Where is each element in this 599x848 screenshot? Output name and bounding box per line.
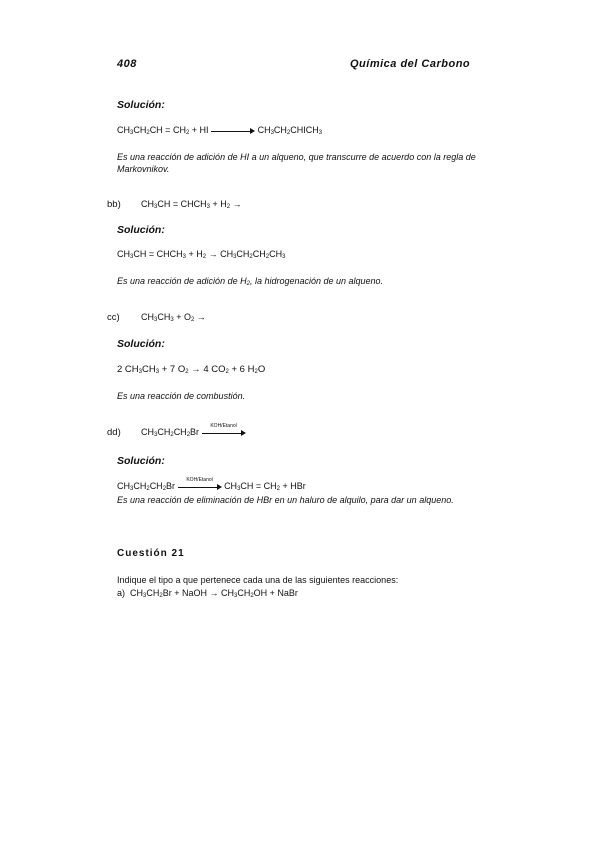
question-21-item-a: a) $CH_3CH_2Br$ + NaOH → $CH_3CH_2OH$ + NaBr — [117, 588, 298, 599]
question-21-prompt: Indique el tipo a que pertenece cada una de las siguientes reacciones: — [117, 575, 399, 585]
explanation-combustion: Es una reacción de combustión. — [117, 391, 246, 401]
solution-label: Solución: — [117, 338, 165, 350]
reaction-arrow — [211, 127, 255, 135]
solution-label: Solución: — [117, 99, 165, 111]
answer-cc-equation: 2 $CH_3CH_3 + 7$ $O_2 \to 4$ $CO_2 + 6$ $H_2O$ — [117, 364, 266, 375]
question-dd-equation: $CH_3CH_2CH_2Br$ KOH/Etanol — [141, 427, 246, 438]
explanation-hydrogenation: Es una reacción de adición de $H_2$, la hidrogenación de un alqueno. — [117, 276, 384, 287]
reaction-arrow — [202, 422, 246, 437]
solution-label: Solución: — [117, 224, 165, 236]
answer-bb-equation: $CH_3CH$ = $CHCH_3 + H_2 \to CH_3CH_2CH_2CH_3$ — [117, 249, 286, 260]
reaction-condition: KOH/Etanol — [210, 422, 237, 429]
equation-hi-addition: $CH_3CH_2CH = CH_2$ + HI $CH_3CH_2CHICH_3$ — [117, 125, 323, 136]
reaction-arrow — [178, 476, 222, 491]
question-cc-equation: $CH_3CH_3 + O_2$ → — [141, 312, 206, 323]
item-label-dd: dd) — [107, 427, 121, 438]
explanation-elimination: Es una reacción de eliminación de HBr en un haluro de alquilo, para dar un alqueno. — [117, 495, 454, 505]
solution-label: Solución: — [117, 455, 165, 467]
item-label-cc: cc) — [107, 312, 120, 323]
explanation-markovnikov: Es una reacción de adición de HI a un alqueno, que transcurre de acuerdo con la regla de Markovnikov. — [117, 152, 476, 174]
reaction-condition: KOH/Etanol — [186, 476, 213, 483]
page-number: 408 — [117, 58, 137, 70]
running-title: Química del Carbono — [350, 58, 471, 70]
question-21-title: Cuestión 21 — [117, 548, 185, 559]
item-label-bb: bb) — [107, 199, 121, 210]
question-bb-equation: $CH_3CH$ = $CHCH_3 + H_2$ → — [141, 199, 242, 210]
answer-dd-equation: $CH_3CH_2CH_2Br$ KOH/Etanol $CH_3CH = CH_2$ + HBr — [117, 476, 306, 492]
